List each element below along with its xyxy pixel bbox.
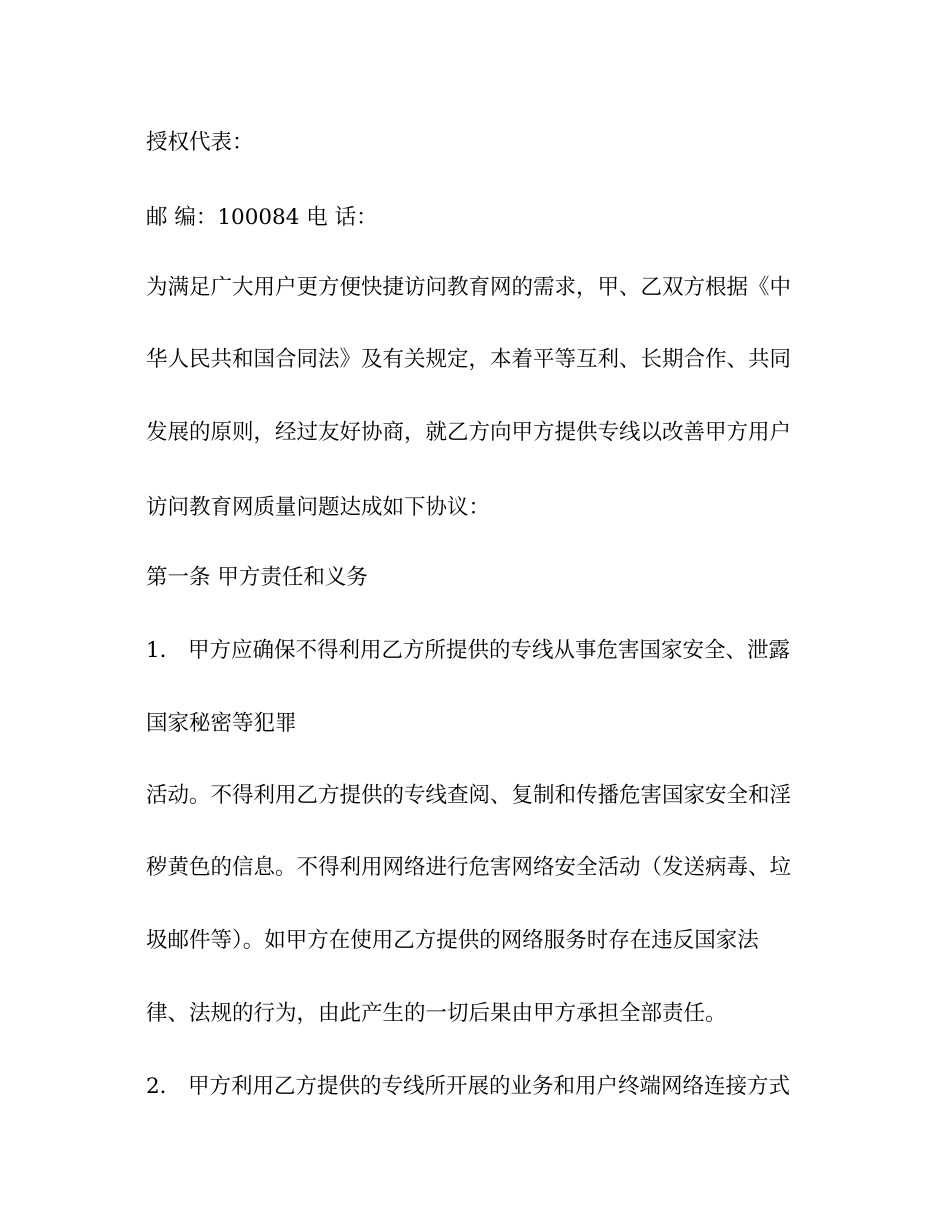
preamble-line-2: 华人民共和国合同法》及有关规定，本着平等互利、长期合作、共同	[146, 347, 792, 372]
authorized-representative-label: 授权代表：	[146, 130, 254, 155]
clause-2-line-1: 2． 甲方利用乙方提供的专线所开展的业务和用户终端网络连接方式	[146, 1074, 791, 1099]
clause-1-line-2: 国家秘密等犯罪	[146, 711, 297, 736]
clause-1-line-3: 活动。不得利用乙方提供的专线查阅、复制和传播危害国家安全和淫	[146, 783, 792, 808]
article-one-heading: 第一条 甲方责任和义务	[146, 565, 368, 590]
preamble-line-3: 发展的原则，经过友好协商，就乙方向甲方提供专线以改善甲方用户	[146, 420, 792, 445]
clause-1-line-5: 圾邮件等）。如甲方在使用乙方提供的网络服务时存在违反国家法	[146, 928, 759, 953]
preamble-line-4: 访问教育网质量问题达成如下协议：	[146, 495, 491, 520]
clause-1-line-1: 1． 甲方应确保不得利用乙方所提供的专线从事危害国家安全、泄露	[146, 638, 791, 663]
postal-phone-line: 邮 编：100084 电 话：	[146, 205, 378, 230]
preamble-line-1: 为满足广大用户更方便快捷访问教育网的需求，甲、乙双方根据《中	[146, 275, 792, 300]
clause-1-line-6: 律、法规的行为，由此产生的一切后果由甲方承担全部责任。	[146, 1001, 727, 1026]
clause-1-line-4: 秽黄色的信息。不得利用网络进行危害网络安全活动（发送病毒、垃	[146, 855, 792, 880]
